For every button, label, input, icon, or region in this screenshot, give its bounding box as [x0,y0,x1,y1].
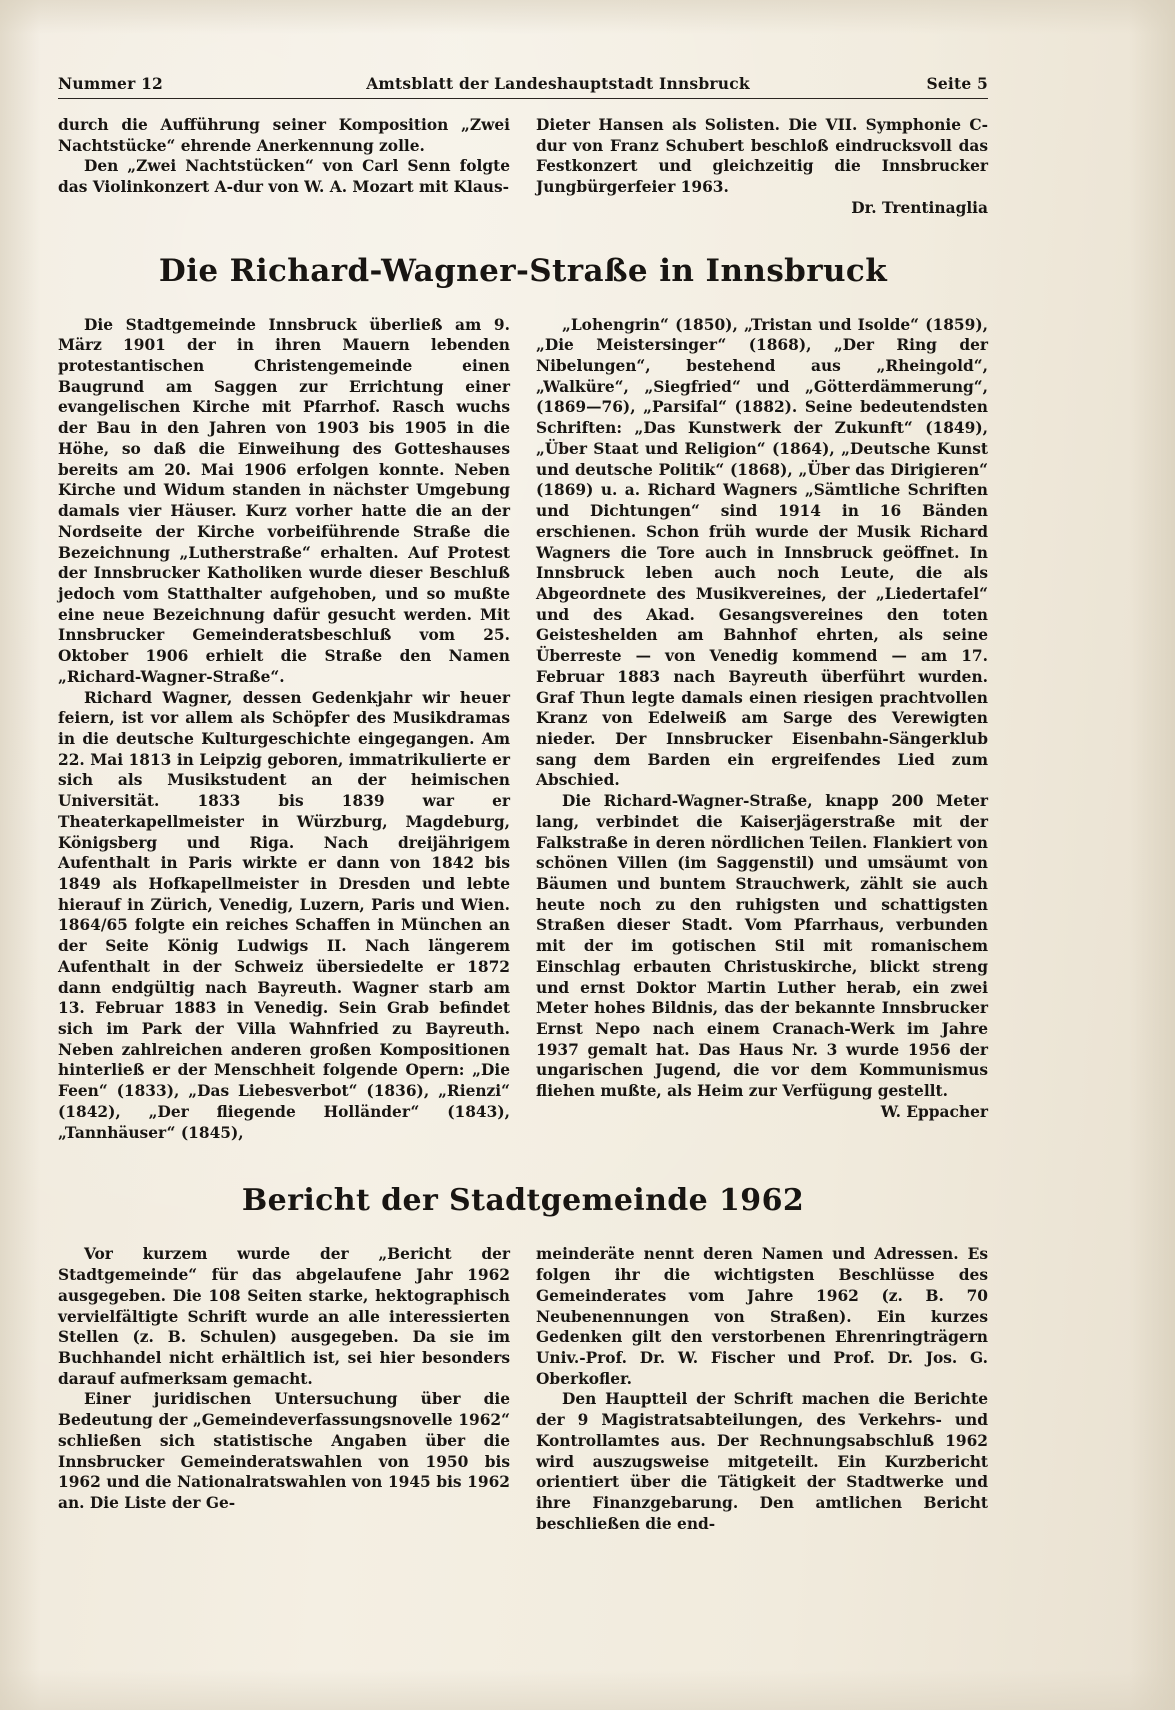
paragraph: Die Richard-Wagner-Straße, knapp 200 Meter lang, verbindet die Kaiserjägerstraße mit der Falkstraße in deren nördlichen Teilen. Flankiert von schönen Villen (im Saggenstil) und umsäumt von Bäumen und buntem Strauchwerk, zählt sie auch heute noch zu den ruhigsten und schattigsten Straßen dieser Stadt. Vom Pfarrhaus, verbunden mit der im gotischen Stil mit romanischem Einschlag erbauten Christuskirche, blickt streng und ernst Doktor Martin Luther herab, ein zwei Meter hohes Bildnis, das der bekannte Innsbrucker Ernst Nepo nach einem Cranach-Werk im Jahre 1937 gemalt hat. Das Haus Nr. 3 wurde 1956 der ungarischen Jugend, die vor dem Kommunismus fliehen mußte, als Heim zur Verfügung gestellt. [536,792,988,1101]
paragraph: Richard Wagner, dessen Gedenkjahr wir heuer feiern, ist vor allem als Schöpfer des Musikdramas in die deutsche Kulturgeschichte eingegangen. Am 22. Mai 1813 in Leipzig geboren, immatrikulierte er sich als Musikstudent an der heimischen Universität. 1833 bis 1839 war er Theaterkapellmeister in Würzburg, Magdeburg, Königsberg und Riga. Nach dreijährigem Aufenthalt in Paris wirkte er dann von 1842 bis 1849 als Hofkapellmeister in Dresden und lebte hierauf in Zürich, Venedig, Luzern, Paris und Wien. 1864/65 folgte ein reiches Schaffen in München an der Seite König Ludwigs II. Nach längerem Aufenthalt in der Schweiz übersiedelte er 1872 dann endgültig nach Bayreuth. Wagner starb am 13. Februar 1883 in Venedig. Sein Grab befindet sich im Park der Villa Wahnfried zu Bayreuth. Neben zahlreichen anderen großen Kompositionen hinterließ er der Menschheit folgende Opern: „Die Feen“ (1833), „Das Liebesverbot“ (1836), „Rienzi“ (1842), „Der fliegende Holländer“ (1843), „Tannhäuser“ (1845), [58,688,510,1142]
issue-number: Nummer 12 [58,74,164,93]
article1-left-column [58,315,510,1144]
page-edge-shadow-left [0,0,40,1710]
page-edge-shadow-top [0,0,1175,34]
paragraph: Einer juridischen Untersuchung über die Bedeutung der „Gemeindeverfassungsnovelle 1962“ schließen sich statistische Angaben über die Innsbrucker Gemeinderatswahlen von 1950 bis 1962 und die Nationalratswahlen von 1945 bis 1962 an. Die Liste der Ge- [58,1390,510,1512]
article1-right-column [536,315,988,1144]
page-edge-shadow-bottom [0,1670,1175,1710]
top-section-right-column [536,115,988,219]
top-section-left-column [58,115,510,219]
running-head [58,74,988,99]
page-number: Seite 5 [926,74,988,93]
paragraph: durch die Aufführung seiner Komposition „Zwei Nachtstücke“ ehrende Anerkennung zolle. [58,116,510,155]
paragraph: Den „Zwei Nachtstücken“ von Carl Senn folgte das Violinkonzert A-dur von W. A. Mozart mit Klaus- [58,157,510,197]
article-signature: Dr. Trentinaglia [851,198,988,217]
publication-title: Amtsblatt der Landeshauptstadt Innsbruck [366,74,750,93]
article-signature: W. Eppacher [880,1102,988,1121]
article1-body [58,315,988,1144]
page-edge-shadow-right [1129,0,1175,1710]
paragraph: Die Stadtgemeinde Innsbruck überließ am 9. März 1901 der in ihren Mauern lebenden protestantischen Christengemeinde einen Baugrund am Saggen zur Errichtung einer evangelischen Kirche mit Pfarrhof. Rasch wuchs der Bau in den Jahren von 1903 bis 1905 in die Höhe, so daß die Einweihung des Gotteshauses bereits am 20. Mai 1906 erfolgen konnte. Neben Kirche und Widum standen in nächster Umgebung damals vier Häuser. Kurz vorher hatte die an der Nordseite der Kirche vorbeiführende Straße die Bezeichnung „Lutherstraße“ erhalten. Auf Protest der Innsbrucker Katholiken wurde dieser Beschluß jedoch vom Statthalter aufgehoben, und so mußte eine neue Bezeichnung dafür gesucht werden. Mit Innsbrucker Gemeinderatsbeschluß vom 25. Oktober 1906 erhielt die Straße den Namen „Richard-Wagner-Straße“. [58,315,510,686]
paragraph: Den Hauptteil der Schrift machen die Berichte der 9 Magistratsabteilungen, des Verkehrs- und Kontrollamtes aus. Der Rechnungsabschluß 1962 wird auszugsweise mitgeteilt. Ein Kurzbericht orientiert über die Tätigkeit der Stadtwerke und ihre Finanzgebarung. Den amtlichen Bericht beschließen die end- [536,1390,988,1533]
article2-left-column [58,1244,510,1534]
top-section [58,115,988,219]
paragraph: „Lohengrin“ (1850), „Tristan und Isolde“ (1859), „Die Meistersinger“ (1868), „Der Ring der Nibelungen“, bestehend aus „Rheingold“, „Walküre“, „Siegfried“ und „Götterdämmerung“, (1869—76), „Parsifal“ (1882). Seine bedeutendsten Schriften: „Das Kunstwerk der Zukunft“ (1849), „Über Staat und Religion“ (1864), „Deutsche Kunst und deutsche Politik“ (1868), „Über das Dirigieren“ (1869) u. a. Richard Wagners „Sämtliche Schriften und Dichtungen“ sind 1914 in 16 Bänden erschienen. Schon früh wurde der Musik Richard Wagners die Tore auch in Innsbruck geöffnet. In Innsbruck leben auch noch Leute, die als Abgeordnete des Musikvereines, der „Liedertafel“ und des Akad. Gesangsvereines den toten Geisteshelden am Bahnhof ehrten, als seine Überreste — von Venedig kommend — am 17. Februar 1883 nach Bayreuth überführt wurden. Graf Thun legte damals einen riesigen prachtvollen Kranz von Edelweiß am Sarge des Verewigten nieder. Der Innsbrucker Eisenbahn-Sängerklub sang dem Barden ein ergreifendes Lied zum Abschied. [536,315,988,790]
article-title-bericht-stadtgemeinde: Bericht der Stadtgemeinde 1962 [241,1183,805,1219]
article2-right-column [536,1244,988,1534]
paragraph: Vor kurzem wurde der „Bericht der Stadtgemeinde“ für das abgelaufene Jahr 1962 ausgegeben. Die 108 Seiten starke, hektographisch vervielfältigte Schrift wurde an alle interessierten Stellen (z. B. Schulen) ausgegeben. Da sie im Buchhandel nicht erhältlich ist, sei hier besonders darauf aufmerksam gemacht. [58,1245,510,1388]
article-title-wagner-strasse: Die Richard-Wagner-Straße in Innsbruck [158,252,888,289]
paragraph: meinderäte nennt deren Namen und Adressen. Es folgen ihr die wichtigsten Beschlüsse des Gemeinderates vom Jahre 1962 (z. B. 70 Neubenennungen von Straßen). Ein kurzes Gedenken gilt den verstorbenen Ehrenringträgern Univ.-Prof. Dr. W. Fischer und Prof. Dr. Jos. G. Oberkofler. [536,1245,988,1388]
article2-body [58,1244,988,1534]
paragraph: Dieter Hansen als Solisten. Die VII. Symphonie C-dur von Franz Schubert beschloß eindrucksvoll das Festkonzert und gleichzeitig die Innsbrucker Jungbürgerfeier 1963. [536,116,988,197]
page-content [58,74,988,1534]
